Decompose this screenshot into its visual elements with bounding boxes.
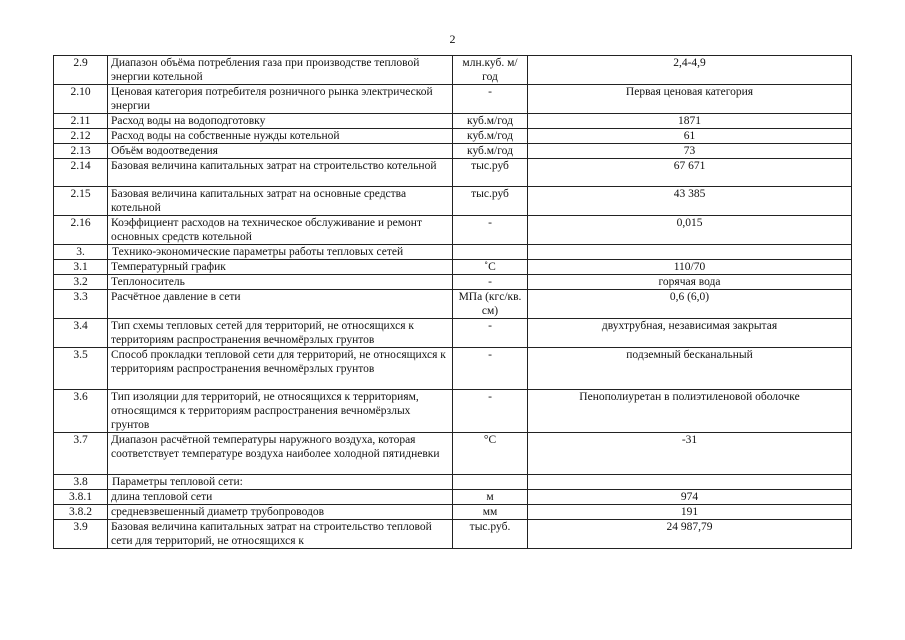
row-number-cell: 3.9 bbox=[54, 520, 108, 549]
unit-cell: МПа (кгс/кв. см) bbox=[453, 290, 528, 319]
value-cell: 67 671 bbox=[528, 159, 852, 187]
table-row bbox=[54, 187, 852, 216]
parameter-name-cell: Способ прокладки тепловой сети для территорий, не относящихся к территориям распространения вечномёрзлых грунтов bbox=[108, 348, 453, 390]
unit-cell: тыс.руб. bbox=[453, 520, 528, 549]
row-number-cell: 3.8 bbox=[54, 475, 108, 490]
table-row bbox=[54, 85, 852, 114]
parameter-name-cell: Технико-экономические параметры работы тепловых сетей bbox=[108, 245, 453, 260]
parameter-name-cell: Базовая величина капитальных затрат на строительство тепловой сети для территорий, не относящихся к bbox=[108, 520, 453, 549]
parameter-name-cell: Расчётное давление в сети bbox=[108, 290, 453, 319]
table-row bbox=[54, 490, 852, 505]
row-number-cell: 2.14 bbox=[54, 159, 108, 187]
value-cell: 73 bbox=[528, 144, 852, 159]
row-number-cell: 3.1 bbox=[54, 260, 108, 275]
table-row bbox=[54, 245, 852, 260]
parameter-name-cell: Тип изоляции для территорий, не относящихся к территориям, относящимся к территориям распространения вечномёрзлых грунтов bbox=[108, 390, 453, 433]
table-row bbox=[54, 348, 852, 390]
table-row bbox=[54, 144, 852, 159]
row-number-cell: 2.13 bbox=[54, 144, 108, 159]
parameter-name-cell: Базовая величина капитальных затрат на строительство котельной bbox=[108, 159, 453, 187]
row-number-cell: 3.5 bbox=[54, 348, 108, 390]
value-cell: 974 bbox=[528, 490, 852, 505]
unit-cell: ˚С bbox=[453, 260, 528, 275]
parameter-name-cell: Коэффициент расходов на техническое обслуживание и ремонт основных средств котельной bbox=[108, 216, 453, 245]
unit-cell: м bbox=[453, 490, 528, 505]
value-cell: -31 bbox=[528, 433, 852, 475]
table-row bbox=[54, 505, 852, 520]
parameter-name-cell: Расход воды на водоподготовку bbox=[108, 114, 453, 129]
table-row bbox=[54, 319, 852, 348]
row-number-cell: 2.11 bbox=[54, 114, 108, 129]
value-cell: 61 bbox=[528, 129, 852, 144]
row-number-cell: 2.15 bbox=[54, 187, 108, 216]
row-number-cell: 3.3 bbox=[54, 290, 108, 319]
value-cell: горячая вода bbox=[528, 275, 852, 290]
row-number-cell: 3.4 bbox=[54, 319, 108, 348]
table-row bbox=[54, 520, 852, 549]
value-cell bbox=[528, 475, 852, 490]
unit-cell: тыс.руб bbox=[453, 159, 528, 187]
value-cell: Пенополиуретан в полиэтиленовой оболочке bbox=[528, 390, 852, 433]
table-row bbox=[54, 275, 852, 290]
table-row bbox=[54, 390, 852, 433]
parameters-table bbox=[53, 55, 852, 549]
unit-cell: мм bbox=[453, 505, 528, 520]
parameter-name-cell: длина тепловой сети bbox=[108, 490, 453, 505]
unit-cell: - bbox=[453, 275, 528, 290]
unit-cell: млн.куб. м/ год bbox=[453, 56, 528, 85]
table-row bbox=[54, 216, 852, 245]
parameter-name-cell: Ценовая категория потребителя розничного рынка электрической энергии bbox=[108, 85, 453, 114]
table-row bbox=[54, 433, 852, 475]
unit-cell bbox=[453, 475, 528, 490]
parameter-name-cell: Диапазон расчётной температуры наружного воздуха, которая соответствует температуре воздуха наиболее холодной пятидневки bbox=[108, 433, 453, 475]
table-row bbox=[54, 56, 852, 85]
unit-cell: °С bbox=[453, 433, 528, 475]
value-cell bbox=[528, 245, 852, 260]
unit-cell: - bbox=[453, 390, 528, 433]
parameter-name-cell: Объём водоотведения bbox=[108, 144, 453, 159]
parameter-name-cell: Расход воды на собственные нужды котельной bbox=[108, 129, 453, 144]
table-row bbox=[54, 475, 852, 490]
table-row bbox=[54, 159, 852, 187]
unit-cell: куб.м/год bbox=[453, 114, 528, 129]
unit-cell: - bbox=[453, 348, 528, 390]
value-cell: 110/70 bbox=[528, 260, 852, 275]
value-cell: 0,015 bbox=[528, 216, 852, 245]
row-number-cell: 3.2 bbox=[54, 275, 108, 290]
parameter-name-cell: Диапазон объёма потребления газа при производстве тепловой энергии котельной bbox=[108, 56, 453, 85]
parameter-name-cell: Параметры тепловой сети: bbox=[108, 475, 453, 490]
unit-cell: куб.м/год bbox=[453, 144, 528, 159]
row-number-cell: 3.6 bbox=[54, 390, 108, 433]
parameter-name-cell: Температурный график bbox=[108, 260, 453, 275]
unit-cell: куб.м/год bbox=[453, 129, 528, 144]
unit-cell: - bbox=[453, 216, 528, 245]
row-number-cell: 3.8.2 bbox=[54, 505, 108, 520]
parameter-name-cell: средневзвешенный диаметр трубопроводов bbox=[108, 505, 453, 520]
table-row bbox=[54, 260, 852, 275]
row-number-cell: 2.12 bbox=[54, 129, 108, 144]
value-cell: двухтрубная, независимая закрытая bbox=[528, 319, 852, 348]
row-number-cell: 3.8.1 bbox=[54, 490, 108, 505]
unit-cell: - bbox=[453, 85, 528, 114]
value-cell: Первая ценовая категория bbox=[528, 85, 852, 114]
row-number-cell: 2.10 bbox=[54, 85, 108, 114]
row-number-cell: 3. bbox=[54, 245, 108, 260]
parameter-name-cell: Тип схемы тепловых сетей для территорий, не относящихся к территориям распространения вечномёрзлых грунтов bbox=[108, 319, 453, 348]
parameter-name-cell: Теплоноситель bbox=[108, 275, 453, 290]
value-cell: 43 385 bbox=[528, 187, 852, 216]
row-number-cell: 2.16 bbox=[54, 216, 108, 245]
table-row bbox=[54, 129, 852, 144]
page-number: 2 bbox=[449, 32, 456, 46]
row-number-cell: 2.9 bbox=[54, 56, 108, 85]
value-cell: 2,4-4,9 bbox=[528, 56, 852, 85]
row-number-cell: 3.7 bbox=[54, 433, 108, 475]
parameter-name-cell: Базовая величина капитальных затрат на основные средства котельной bbox=[108, 187, 453, 216]
unit-cell: - bbox=[453, 319, 528, 348]
table-row bbox=[54, 114, 852, 129]
value-cell: 0,6 (6,0) bbox=[528, 290, 852, 319]
table-row bbox=[54, 290, 852, 319]
value-cell: 24 987,79 bbox=[528, 520, 852, 549]
unit-cell bbox=[453, 245, 528, 260]
unit-cell: тыс.руб bbox=[453, 187, 528, 216]
value-cell: подземный бесканальный bbox=[528, 348, 852, 390]
value-cell: 1871 bbox=[528, 114, 852, 129]
value-cell: 191 bbox=[528, 505, 852, 520]
